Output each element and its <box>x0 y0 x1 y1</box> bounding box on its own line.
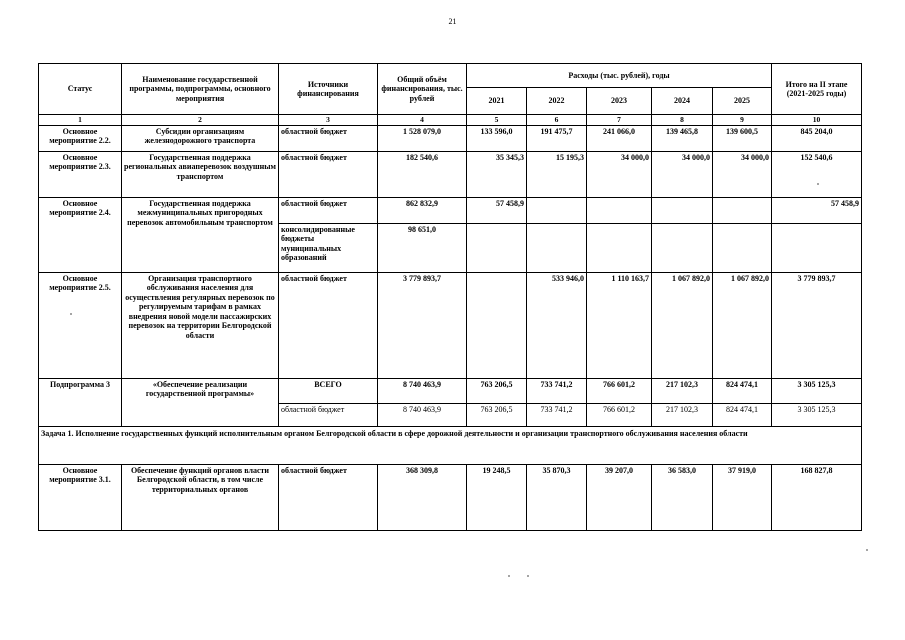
row-name: Обеспечение функций органов власти Белгородской области, в том числе территориальных органов <box>122 464 279 530</box>
column-number: 4 <box>378 115 467 126</box>
row-status: Основное мероприятие 2.5. <box>39 272 122 378</box>
header-year: 2022 <box>527 88 587 115</box>
row-name: «Обеспечение реализации государственной программы» <box>122 378 279 426</box>
row-2025 <box>713 197 772 223</box>
row-total: 182 540,6 <box>378 151 467 197</box>
row-total: 3 779 893,7 <box>378 272 467 378</box>
row-source: областной бюджет <box>279 272 378 378</box>
row-source: консолидированные бюджеты муниципальных образований <box>279 223 378 272</box>
row-source: областной бюджет <box>279 151 378 197</box>
table-row <box>39 464 862 530</box>
row-2021 <box>467 272 527 378</box>
row-2025: 139 600,5 <box>713 125 772 151</box>
table-row <box>39 197 862 223</box>
row-result: 3 305 125,3 <box>772 403 862 426</box>
row-status: Основное мероприятие 2.2. <box>39 125 122 151</box>
row-result: 57 458,9 <box>772 197 862 223</box>
row-2024 <box>652 197 713 223</box>
header-row <box>39 64 862 88</box>
row-result: 3 305 125,3 <box>772 378 862 403</box>
column-number: 3 <box>279 115 378 126</box>
column-numbers-row <box>39 115 862 126</box>
row-2024: 217 102,3 <box>652 403 713 426</box>
row-2023: 766 601,2 <box>587 378 652 403</box>
header-year: 2023 <box>587 88 652 115</box>
row-2022: 733 741,2 <box>527 378 587 403</box>
row-total: 862 832,9 <box>378 197 467 223</box>
row-name: Организация транспортного обслуживания населения для осуществления регулярных перевозок по регулируемым тарифам в рамках внедрения новой модели пассажирских перевозок на территории Белгородской области <box>122 272 279 378</box>
row-2022: 533 946,0 <box>527 272 587 378</box>
column-number: 1 <box>39 115 122 126</box>
row-result: 3 779 893,7 <box>772 272 862 378</box>
row-total: 98 651,0 <box>378 223 467 272</box>
row-total: 8 740 463,9 <box>378 403 467 426</box>
header-year: 2024 <box>652 88 713 115</box>
row-name: Субсидии организациям железнодорожного транспорта <box>122 125 279 151</box>
row-2022: 35 870,3 <box>527 464 587 530</box>
task-row <box>39 426 862 464</box>
row-2021: 133 596,0 <box>467 125 527 151</box>
header-result: Итого на II этапе (2021-2025 годы) <box>772 64 862 115</box>
row-result <box>772 223 862 272</box>
row-2023: 39 207,0 <box>587 464 652 530</box>
column-number: 6 <box>527 115 587 126</box>
row-2024: 139 465,8 <box>652 125 713 151</box>
row-2024 <box>652 223 713 272</box>
row-2023: 34 000,0 <box>587 151 652 197</box>
scan-speck <box>70 313 72 315</box>
row-source: областной бюджет <box>279 464 378 530</box>
header-name: Наименование государственной программы, подпрограммы, основного мероприятия <box>122 64 279 115</box>
row-2023: 241 066,0 <box>587 125 652 151</box>
table-row <box>39 378 862 403</box>
row-2024: 34 000,0 <box>652 151 713 197</box>
row-2022: 15 195,3 <box>527 151 587 197</box>
row-2023 <box>587 197 652 223</box>
row-2021: 763 206,5 <box>467 403 527 426</box>
row-result: 845 204,0 <box>772 125 862 151</box>
column-number: 9 <box>713 115 772 126</box>
row-2023: 766 601,2 <box>587 403 652 426</box>
task-1-heading: Задача 1. Исполнение государственных функций исполнительным органом Белгородской области в сфере дорожной деятельности и организации транспортного обслуживания населения области <box>39 426 862 464</box>
table-row <box>39 125 862 151</box>
row-2022 <box>527 197 587 223</box>
budget-table <box>38 63 862 531</box>
header-expenses: Расходы (тыс. рублей), годы <box>467 64 772 88</box>
header-total: Общий объём финансирования, тыс. рублей <box>378 64 467 115</box>
row-2021: 763 206,5 <box>467 378 527 403</box>
row-2023: 1 110 163,7 <box>587 272 652 378</box>
row-result: 168 827,8 <box>772 464 862 530</box>
row-result: 152 540,6 <box>772 151 862 197</box>
row-2022 <box>527 223 587 272</box>
row-total: 368 309,8 <box>378 464 467 530</box>
row-source: областной бюджет <box>279 125 378 151</box>
scan-speck <box>817 183 819 185</box>
row-2025: 824 474,1 <box>713 403 772 426</box>
row-total: 1 528 079,0 <box>378 125 467 151</box>
column-number: 10 <box>772 115 862 126</box>
row-2021: 57 458,9 <box>467 197 527 223</box>
page-number: 21 <box>448 17 457 26</box>
column-number: 5 <box>467 115 527 126</box>
row-status: Основное мероприятие 2.3. <box>39 151 122 197</box>
row-2024: 1 067 892,0 <box>652 272 713 378</box>
row-2025: 1 067 892,0 <box>713 272 772 378</box>
table-row <box>39 272 862 378</box>
header-sources: Источники финансирования <box>279 64 378 115</box>
row-2024: 217 102,3 <box>652 378 713 403</box>
row-2022: 191 475,7 <box>527 125 587 151</box>
row-source: ВСЕГО <box>279 378 378 403</box>
row-2023 <box>587 223 652 272</box>
row-2025 <box>713 223 772 272</box>
row-2025: 824 474,1 <box>713 378 772 403</box>
row-2021: 35 345,3 <box>467 151 527 197</box>
row-2025: 37 919,0 <box>713 464 772 530</box>
row-source: областной бюджет <box>279 403 378 426</box>
header-year: 2025 <box>713 88 772 115</box>
row-2022: 733 741,2 <box>527 403 587 426</box>
header-status: Статус <box>39 64 122 115</box>
row-status: Основное мероприятие 2.4. <box>39 197 122 272</box>
row-total: 8 740 463,9 <box>378 378 467 403</box>
column-number: 8 <box>652 115 713 126</box>
row-2025: 34 000,0 <box>713 151 772 197</box>
row-status: Подпрограмма 3 <box>39 378 122 426</box>
column-number: 7 <box>587 115 652 126</box>
row-name: Государственная поддержка межмуниципальных пригородных перевозок автомобильным транспортом <box>122 197 279 272</box>
scan-speck <box>866 549 868 551</box>
table-row <box>39 151 862 197</box>
column-number: 2 <box>122 115 279 126</box>
row-2021: 19 248,5 <box>467 464 527 530</box>
row-name: Государственная поддержка региональных авиаперевозок воздушным транспортом <box>122 151 279 197</box>
scan-speck <box>527 575 529 577</box>
row-2021 <box>467 223 527 272</box>
row-2024: 36 583,0 <box>652 464 713 530</box>
header-year: 2021 <box>467 88 527 115</box>
row-status: Основное мероприятие 3.1. <box>39 464 122 530</box>
scan-speck <box>508 575 510 577</box>
row-source: областной бюджет <box>279 197 378 223</box>
